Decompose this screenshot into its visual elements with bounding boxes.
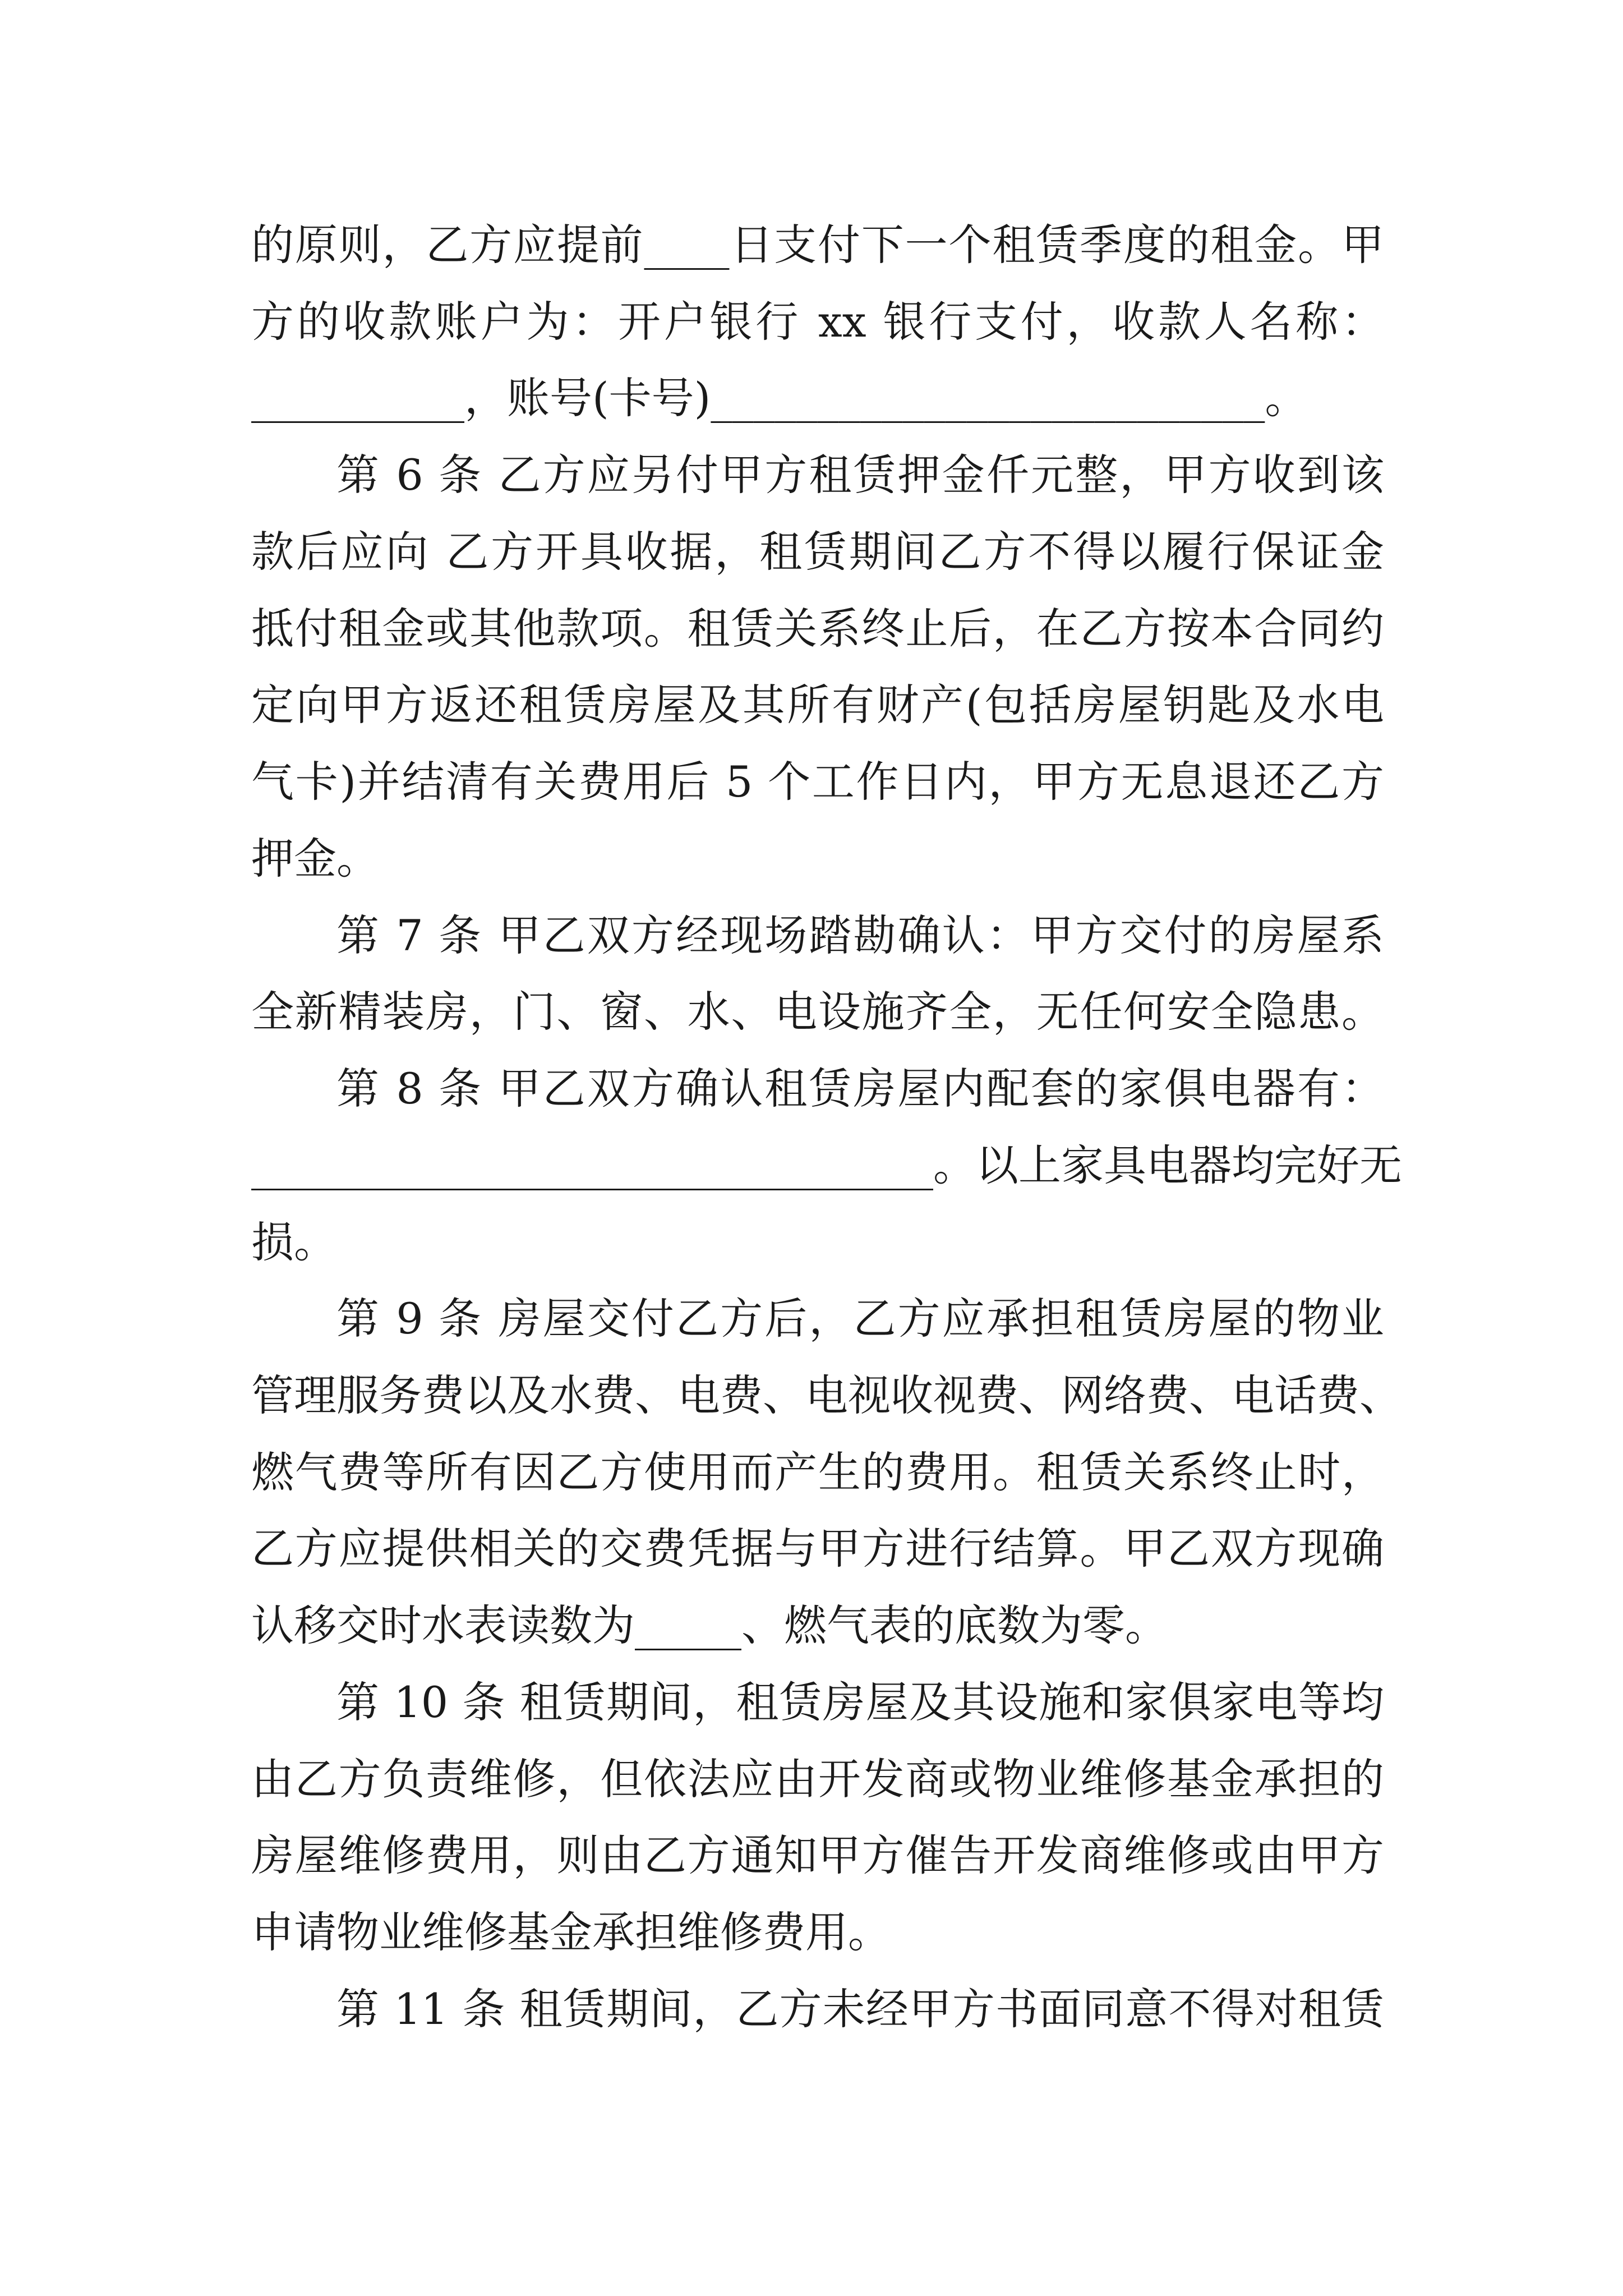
- text-line: [251, 595, 1384, 662]
- fill-blank: ____: [644, 220, 730, 270]
- text-segment: 。以上家具电器均完好无: [933, 1140, 1402, 1190]
- fill-blank: ________________________________: [251, 1140, 933, 1190]
- article-6-heading-line: [336, 441, 1384, 509]
- article-7-heading-line: [336, 902, 1384, 969]
- article-8-heading-line: [336, 1055, 1384, 1122]
- fill-blank: __________________________: [711, 373, 1265, 423]
- text-segment: 押金。: [251, 834, 379, 884]
- text-segment: 、燃气表的底数为零。: [741, 1600, 1168, 1650]
- text-segment: 抵付租金或其他款项。租赁关系终止后，在乙方按本合同约: [251, 604, 1384, 654]
- text-line: [251, 978, 1384, 1046]
- text-segment: 管理服务费以及水费、电费、电视收视费、网络费、电话费、: [251, 1370, 1402, 1420]
- text-segment: 第 10 条 租赁期间，租赁房屋及其设施和家俱家电等均: [336, 1677, 1384, 1727]
- article-11-heading-line: [336, 1976, 1384, 2043]
- text-segment: 第 8 条 甲乙双方确认租赁房屋内配套的家俱电器有：: [336, 1064, 1384, 1114]
- text-line: [251, 748, 1384, 816]
- text-line: [251, 518, 1384, 586]
- text-segment: 全新精装房，门、窗、水、电设施齐全，无任何安全隐患。: [251, 987, 1384, 1037]
- text-line: [251, 1746, 1384, 1813]
- text-segment: 第 6 条 乙方应另付甲方租赁押金仟元整，甲方收到该: [336, 450, 1384, 500]
- text-line: [251, 1515, 1384, 1582]
- text-segment: 日支付下一个租赁季度的租金。甲: [729, 220, 1384, 270]
- text-line: [251, 825, 1384, 892]
- text-line: [251, 1592, 1384, 1659]
- fill-blank: __________: [251, 373, 464, 423]
- text-line: [251, 1899, 1384, 1966]
- article-9-heading-line: [336, 1285, 1384, 1352]
- text-line: [251, 365, 1384, 432]
- text-line: [251, 1822, 1384, 1889]
- fill-blank: _____: [635, 1600, 741, 1650]
- text-segment: 燃气费等所有因乙方使用而产生的费用。租赁关系终止时，: [251, 1447, 1384, 1497]
- text-line: [251, 1362, 1402, 1429]
- text-line: [251, 1439, 1384, 1506]
- text-segment: 款后应向 乙方开具收据，租赁期间乙方不得以履行保证金: [251, 527, 1384, 577]
- text-line: [251, 671, 1384, 739]
- article-10-heading-line: [336, 1669, 1384, 1736]
- text-segment: 认移交时水表读数为: [251, 1600, 635, 1650]
- text-segment: 房屋维修费用，则由乙方通知甲方催告开发商维修或由甲方: [251, 1830, 1384, 1880]
- text-segment: 损。: [251, 1217, 336, 1267]
- text-segment: 第 7 条 甲乙双方经现场踏勘确认：甲方交付的房屋系: [336, 910, 1384, 960]
- text-segment: 的原则，乙方应提前: [251, 220, 644, 270]
- text-line: [251, 1132, 1402, 1199]
- text-segment: 。: [1265, 373, 1308, 423]
- text-segment: 申请物业维修基金承担维修费用。: [251, 1907, 891, 1957]
- text-line: [251, 288, 1384, 356]
- text-segment: ，账号(卡号): [464, 373, 711, 423]
- text-segment: 第 11 条 租赁期间，乙方未经甲方书面同意不得对租赁: [336, 1984, 1384, 2034]
- text-segment: 方的收款账户为：开户银行 xx 银行支付，收款人名称：: [251, 297, 1384, 347]
- text-segment: 第 9 条 房屋交付乙方后，乙方应承担租赁房屋的物业: [336, 1294, 1384, 1343]
- text-segment: 气卡)并结清有关费用后 5 个工作日内，甲方无息退还乙方: [251, 757, 1384, 807]
- text-line: [251, 211, 1384, 279]
- text-line: [251, 1209, 1384, 1276]
- text-segment: 由乙方负责维修，但依法应由开发商或物业维修基金承担的: [251, 1754, 1384, 1804]
- text-segment: 乙方应提供相关的交费凭据与甲方进行结算。甲乙双方现确: [251, 1524, 1384, 1573]
- text-segment: 定向甲方返还租赁房屋及其所有财产(包括房屋钥匙及水电: [251, 680, 1384, 730]
